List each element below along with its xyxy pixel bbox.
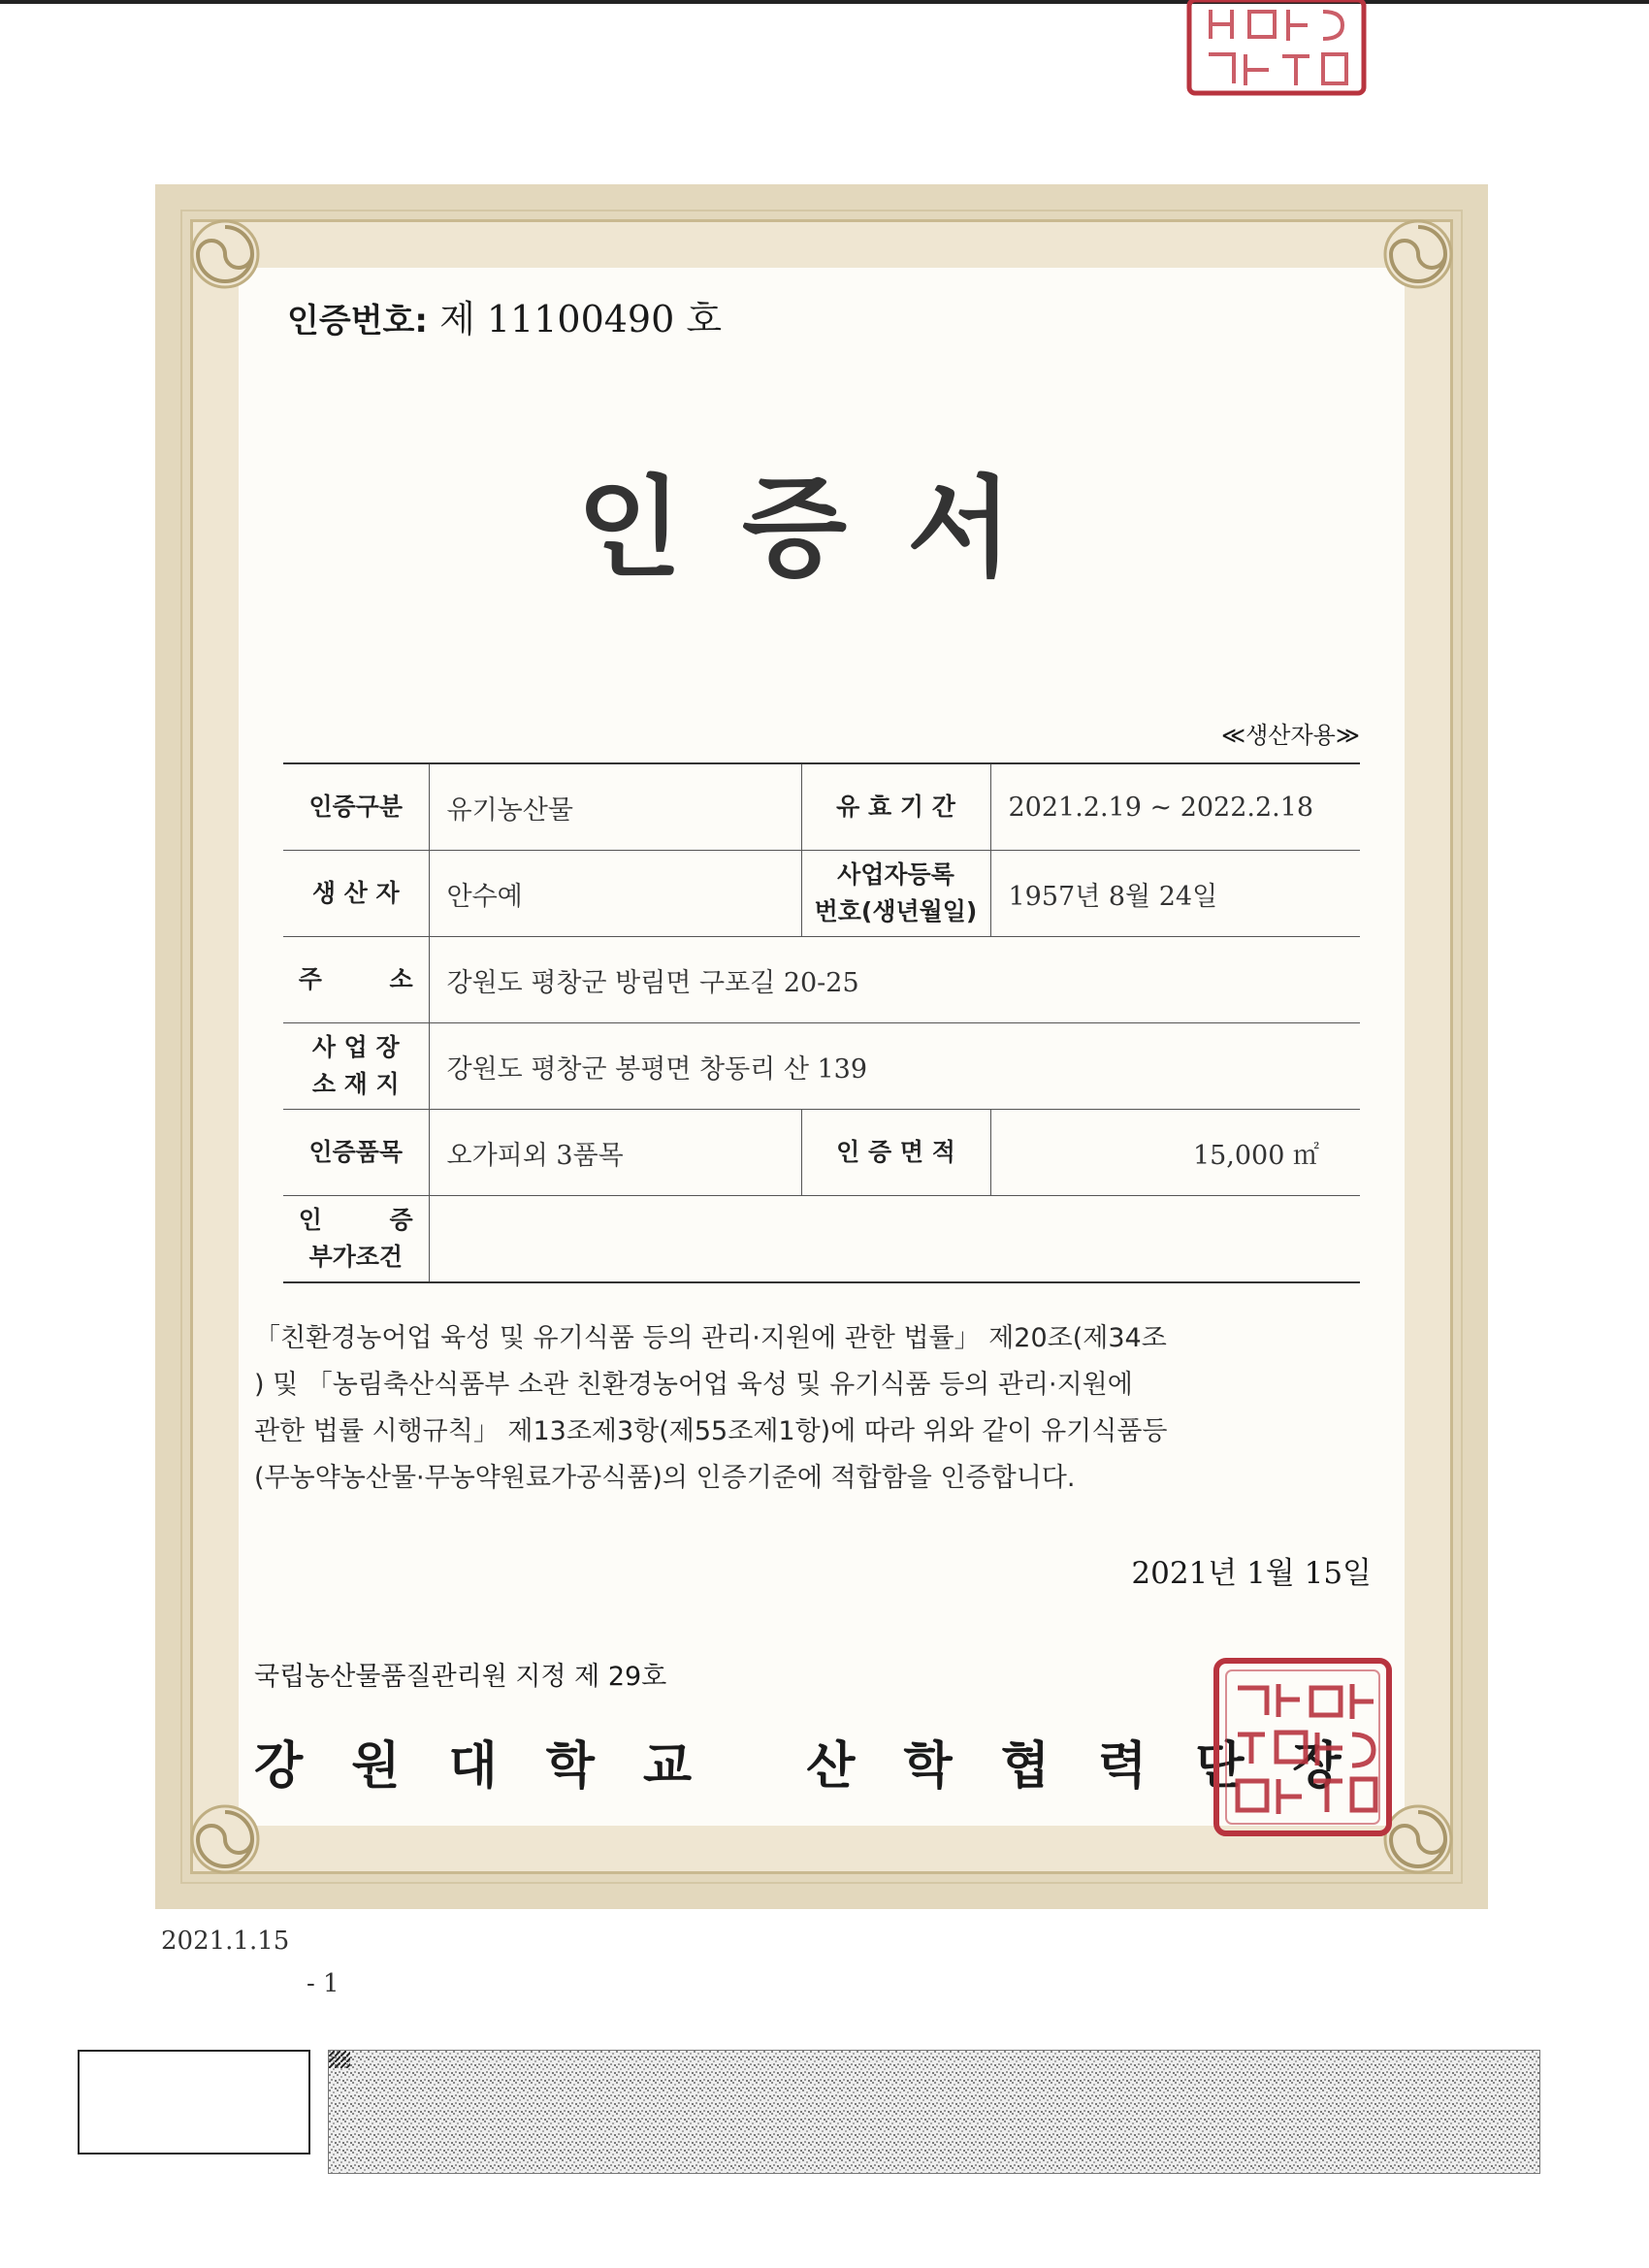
bizreg-label-line2: 번호(생년월일) xyxy=(814,897,978,925)
producer-label: 생 산 자 xyxy=(283,851,429,937)
corner-ornament-icon xyxy=(184,213,266,295)
official-seal-stamp xyxy=(1211,1655,1395,1839)
certificate-info-table xyxy=(283,762,1360,1283)
table-row xyxy=(283,1023,1360,1110)
issuer-name: 강원대학교 산학협력단장 xyxy=(254,1737,1390,1796)
address-label: 주 소 xyxy=(283,937,429,1023)
certificate-number-value: 제 11100490 호 xyxy=(439,298,723,340)
item-value: 오가피외 3품목 xyxy=(429,1110,801,1196)
condition-label-line2: 부가조건 xyxy=(308,1243,404,1271)
bizreg-label-line1: 사업자등록 xyxy=(837,860,954,889)
table-row xyxy=(283,1196,1360,1283)
footer-date: 2021.1.15 xyxy=(161,1927,290,1956)
certificate-number-label: 인증번호: xyxy=(287,302,428,340)
cert-type-value: 유기농산물 xyxy=(429,763,801,851)
condition-label xyxy=(283,1196,429,1283)
designation-text: 국립농산물품질관리원 지정 제 29호 xyxy=(254,1662,667,1692)
top-seal-stamp xyxy=(1181,0,1372,97)
bizreg-value: 1957년 8월 24일 xyxy=(990,851,1360,937)
condition-label-line1: 인 증 xyxy=(298,1206,413,1234)
statement-line: (무농약농산물·무농약원료가공식품)의 인증기준에 적합함을 인증합니다. xyxy=(254,1463,1076,1493)
area-value: 15,000 ㎡ xyxy=(990,1110,1360,1196)
table-row xyxy=(283,1110,1360,1196)
statement-line: 관한 법률 시행규칙」 제13조제3항(제55조제1항)에 따라 위와 같이 유기식품등 xyxy=(254,1416,1168,1446)
item-label: 인증품목 xyxy=(283,1110,429,1196)
table-row xyxy=(283,763,1360,851)
statement-line: 「친환경농어업 육성 및 유기식품 등의 관리·지원에 관한 법률」 제20조(제34조 xyxy=(254,1323,1167,1353)
footer-page-number: - 1 xyxy=(307,1969,340,1998)
purpose-label: ≪생산자용≫ xyxy=(1221,722,1360,749)
site-value: 강원도 평창군 봉평면 창동리 산 139 xyxy=(429,1023,1360,1110)
certification-statement xyxy=(254,1315,1389,1502)
site-label-line1: 사 업 장 xyxy=(311,1033,400,1061)
certificate-number xyxy=(287,289,722,342)
address-value: 강원도 평창군 방림면 구포길 20-25 xyxy=(429,937,1360,1023)
site-label-line2: 소 재 지 xyxy=(311,1070,400,1098)
condition-value xyxy=(429,1196,1360,1283)
page-title: 인증서 xyxy=(576,466,1073,592)
corner-ornament-icon xyxy=(1377,213,1459,295)
validity-label: 유 효 기 간 xyxy=(801,763,990,851)
site-label xyxy=(283,1023,429,1110)
footer-barcode-pattern xyxy=(328,2050,1540,2174)
validity-value: 2021.2.19 ~ 2022.2.18 xyxy=(990,763,1360,851)
producer-value: 안수예 xyxy=(429,851,801,937)
scan-top-edge xyxy=(0,0,1649,4)
table-row xyxy=(283,937,1360,1023)
area-label: 인 증 면 적 xyxy=(801,1110,990,1196)
bizreg-label xyxy=(801,851,990,937)
cert-type-label: 인증구분 xyxy=(283,763,429,851)
statement-line: ) 및 「농림축산식품부 소관 친환경농어업 육성 및 유기식품 등의 관리·지원에 xyxy=(254,1370,1133,1400)
table-row xyxy=(283,851,1360,937)
corner-ornament-icon xyxy=(184,1798,266,1880)
footer-blank-box xyxy=(78,2050,310,2155)
issue-date: 2021년 1월 15일 xyxy=(1131,1556,1372,1591)
